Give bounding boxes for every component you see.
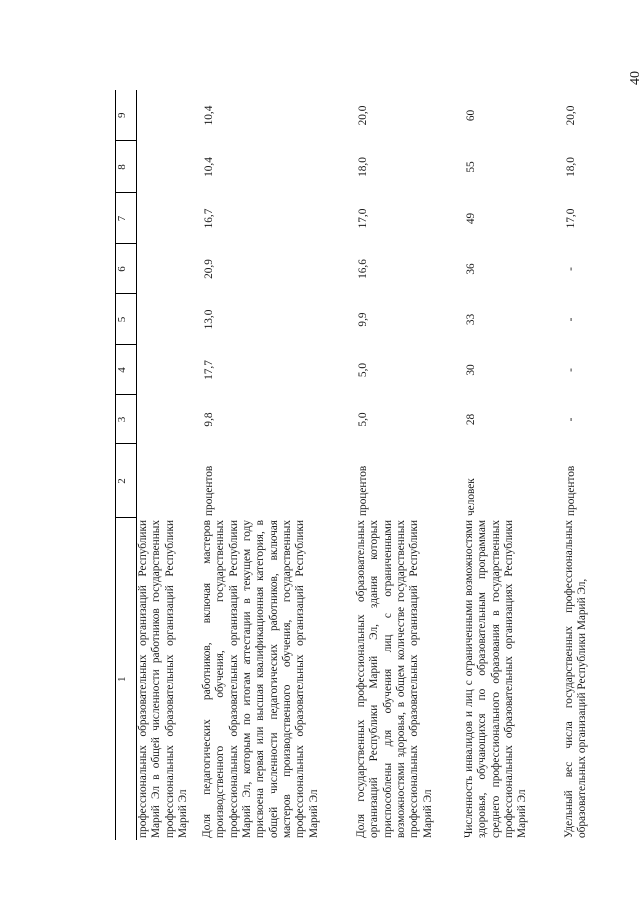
value-cell: 17,0 xyxy=(565,208,577,229)
unit-cell: процентов xyxy=(357,465,369,516)
value-cell: 18,0 xyxy=(565,157,577,177)
indicator-cell: Доля государственных профессиональных образовательных организаций Республики Марий Эл, здания которых приспособлены для обучения лиц с ограниченными возможностями здоровья, в общем количестве государственных профессиональных образовательных организаций Республики Марий Эл xyxy=(355,520,434,838)
indicator-cell: Удельный вес числа государственных профессиональных образовательных организаций Республики Марий Эл, xyxy=(563,520,589,838)
table-row xyxy=(563,90,605,840)
value-cell xyxy=(137,294,202,345)
value-cell: - xyxy=(565,317,577,322)
table-header-row xyxy=(116,90,137,840)
page-number: 40 xyxy=(628,71,643,85)
indicators-table xyxy=(115,90,605,840)
unit-cell: процентов xyxy=(203,465,215,516)
value-cell: 16,7 xyxy=(203,208,215,229)
value-cell: 17,7 xyxy=(203,360,215,380)
column-header: 2 xyxy=(116,444,137,518)
column-header: 7 xyxy=(116,193,137,244)
value-cell xyxy=(137,395,202,444)
value-cell xyxy=(137,193,202,244)
value-cell: - xyxy=(565,417,577,422)
unit-cell xyxy=(137,444,202,518)
value-cell: 33 xyxy=(465,313,477,326)
value-cell: 36 xyxy=(465,263,477,275)
value-cell: 28 xyxy=(465,413,477,426)
value-cell: - xyxy=(565,368,577,372)
table-row xyxy=(355,90,463,840)
column-header: 8 xyxy=(116,141,137,193)
value-cell: 10,4 xyxy=(203,157,215,177)
value-cell: 10,4 xyxy=(203,105,215,126)
value-cell: 60 xyxy=(465,109,477,122)
value-cell: 20,0 xyxy=(357,105,369,126)
value-cell: 17,0 xyxy=(357,208,369,229)
column-header: 6 xyxy=(116,244,137,294)
value-cell: 30 xyxy=(465,364,477,376)
value-cell: 16,6 xyxy=(357,259,369,279)
table-row xyxy=(137,90,202,840)
column-header: 9 xyxy=(116,90,137,141)
value-cell: 5,0 xyxy=(357,362,369,378)
indicator-cell: профессиональных образовательных организаций Республики Марий Эл в общей численности работников государственных профессиональных образовательных организаций Республики Марий Эл xyxy=(137,520,189,838)
value-cell: 55 xyxy=(465,161,477,173)
value-cell xyxy=(137,345,202,395)
unit-cell: процентов xyxy=(565,465,577,516)
column-header: 1 xyxy=(116,518,137,840)
indicator-cell: Численность инвалидов и лиц с ограниченными возможностями здоровья, обучающихся по образовательным программам среднего профессионального образования в государственных профессиональных образовательных организациях Республики Марий Эл xyxy=(463,520,529,838)
column-header: 3 xyxy=(116,395,137,444)
value-cell xyxy=(137,90,202,141)
value-cell xyxy=(137,244,202,294)
column-header: 4 xyxy=(116,345,137,395)
value-cell: 18,0 xyxy=(357,157,369,177)
value-cell: 9,8 xyxy=(203,412,215,427)
rotated-table-container xyxy=(115,90,589,840)
table-row xyxy=(201,90,355,840)
unit-cell: человек xyxy=(465,478,477,516)
table-row xyxy=(463,90,563,840)
value-cell: 5,0 xyxy=(357,412,369,427)
column-header: 5 xyxy=(116,294,137,345)
value-cell: 13,0 xyxy=(203,309,215,330)
indicator-cell: Доля педагогических работников, включая мастеров производственного обучения, государственных профессиональных образовательных организаций Республики Марий Эл, которым по итогам аттестации в текущем году присвоена первая или высшая квалификационная категория, в общей численности педагогических работников, включая мастеров производственного обучения, государственных профессиональных образовательных организаций Республики Марий Эл xyxy=(201,520,320,838)
value-cell: 9,9 xyxy=(357,312,369,327)
value-cell: 20,9 xyxy=(203,259,215,279)
value-cell: 20,0 xyxy=(565,105,577,126)
value-cell: - xyxy=(565,267,577,271)
value-cell: 49 xyxy=(465,212,477,225)
value-cell xyxy=(137,141,202,193)
